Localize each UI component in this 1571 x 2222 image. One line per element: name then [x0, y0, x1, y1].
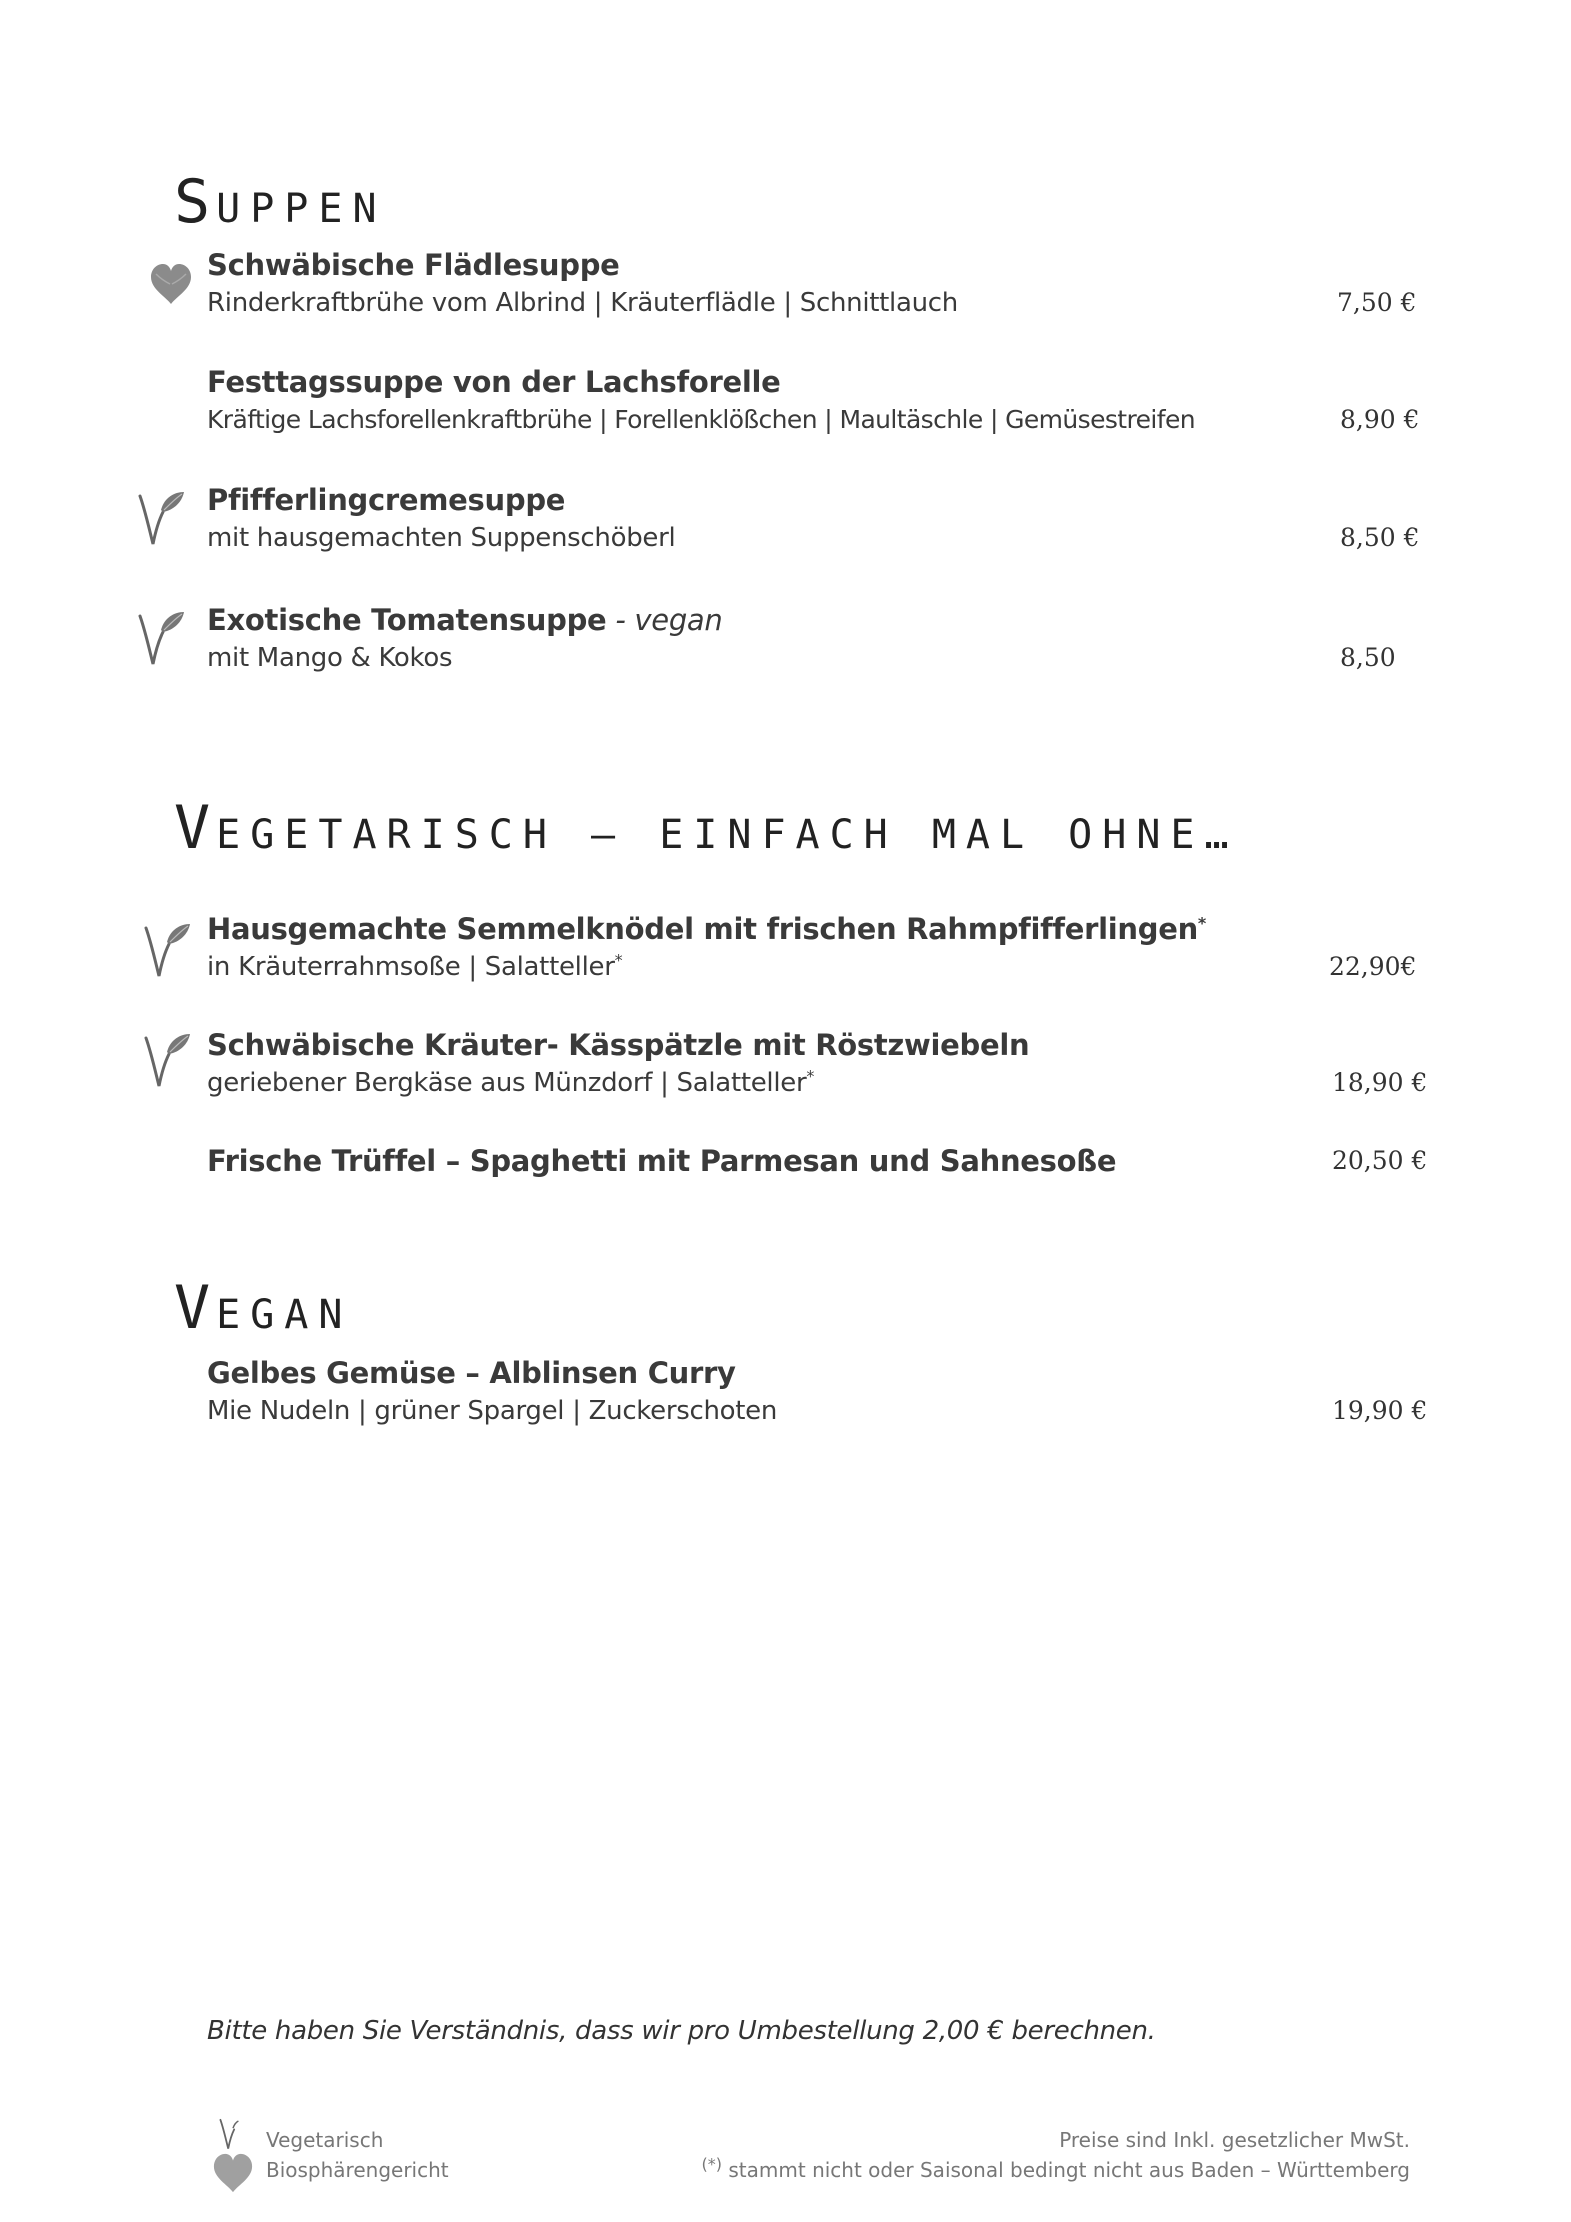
dish-name-suffix: - vegan — [606, 603, 723, 637]
vegetarian-v-icon — [136, 608, 186, 668]
dish-description — [207, 1068, 814, 1098]
title-initial: V — [174, 793, 217, 863]
dish-price: 20,50 € — [1332, 1146, 1428, 1175]
dish-price: 22,90€ — [1329, 952, 1417, 981]
dish-item — [207, 483, 1422, 563]
title-initial: V — [174, 1273, 217, 1343]
dish-name — [207, 912, 1206, 946]
footnote-marker: (*) — [701, 2154, 723, 2174]
dish-name: Frische Trüffel – Spaghetti mit Parmesan und Sahnesoße — [207, 1144, 1117, 1178]
footnote-marker: * — [806, 1066, 815, 1086]
dish-item — [207, 1028, 1428, 1108]
rebooking-note: Bitte haben Sie Verständnis, dass wir pro Umbestellung 2,00 € berechnen. — [207, 2016, 1156, 2046]
dish-price: 8,50 — [1340, 643, 1396, 672]
heart-icon — [148, 262, 194, 306]
footnote-marker: * — [614, 950, 623, 970]
dish-price: 8,90 € — [1340, 405, 1420, 434]
section-title-suppen — [174, 167, 387, 237]
dish-item — [207, 1356, 1428, 1436]
title-rest: UPPEN — [216, 186, 387, 232]
dish-name-text: Exotische Tomatensuppe — [207, 603, 607, 637]
dish-name: Gelbes Gemüse – Alblinsen Curry — [207, 1356, 736, 1390]
dish-description: mit hausgemachten Suppenschöberl — [207, 523, 676, 553]
legend-label-vegetarisch: Vegetarisch — [266, 2128, 384, 2152]
dish-price: 19,90 € — [1332, 1396, 1428, 1425]
vegetarian-v-icon — [136, 488, 186, 548]
section-title-vegan — [174, 1273, 353, 1343]
dish-name — [207, 603, 723, 637]
dish-item — [207, 365, 1422, 445]
dish-name-text: Hausgemachte Semmelknödel mit frischen Rahmpfifferlingen — [207, 912, 1198, 946]
tax-note: Preise sind Inkl. gesetzlicher MwSt. — [1059, 2128, 1410, 2152]
section-title-vegetarisch — [174, 793, 1239, 863]
dish-description: mit Mango & Kokos — [207, 643, 453, 673]
vegetarian-v-icon — [142, 920, 192, 980]
title-rest: EGETARISCH – EINFACH MAL OHNE… — [216, 812, 1239, 858]
origin-note — [701, 2154, 1410, 2182]
dish-description: Rinderkraftbrühe vom Albrind | Kräuterflädle | Schnittlauch — [207, 288, 958, 318]
dish-name: Schwäbische Flädlesuppe — [207, 248, 620, 282]
dish-item — [207, 912, 1422, 992]
dish-name: Schwäbische Kräuter- Kässpätzle mit Röstzwiebeln — [207, 1028, 1030, 1062]
title-rest: EGAN — [216, 1292, 353, 1338]
dish-price: 18,90 € — [1332, 1068, 1428, 1097]
vegetarian-v-icon — [218, 2114, 248, 2152]
dish-description: Kräftige Lachsforellenkraftbrühe | Forellenklößchen | Maultäschle | Gemüsestreifen — [207, 405, 1195, 434]
heart-icon — [210, 2152, 256, 2194]
title-initial: S — [174, 167, 217, 237]
origin-note-text: stammt nicht oder Saisonal bedingt nicht aus Baden – Württemberg — [722, 2158, 1410, 2182]
dish-name: Festtagssuppe von der Lachsforelle — [207, 365, 781, 399]
vegetarian-v-icon — [142, 1030, 192, 1090]
dish-item — [207, 603, 1422, 683]
dish-description-text: geriebener Bergkäse aus Münzdorf | Salatteller — [207, 1068, 807, 1098]
dish-name: Pfifferlingcremesuppe — [207, 483, 566, 517]
legend-label-biosphaere: Biosphärengericht — [266, 2158, 449, 2182]
dish-description: Mie Nudeln | grüner Spargel | Zuckerschoten — [207, 1396, 778, 1426]
dish-price: 7,50 € — [1337, 288, 1417, 317]
footnote-marker: * — [1197, 913, 1206, 933]
dish-item — [207, 1144, 1428, 1184]
dish-description — [207, 952, 622, 982]
dish-price: 8,50 € — [1340, 523, 1420, 552]
dish-item — [207, 248, 1422, 328]
dish-description-text: in Kräuterrahmsoße | Salatteller — [207, 952, 615, 982]
